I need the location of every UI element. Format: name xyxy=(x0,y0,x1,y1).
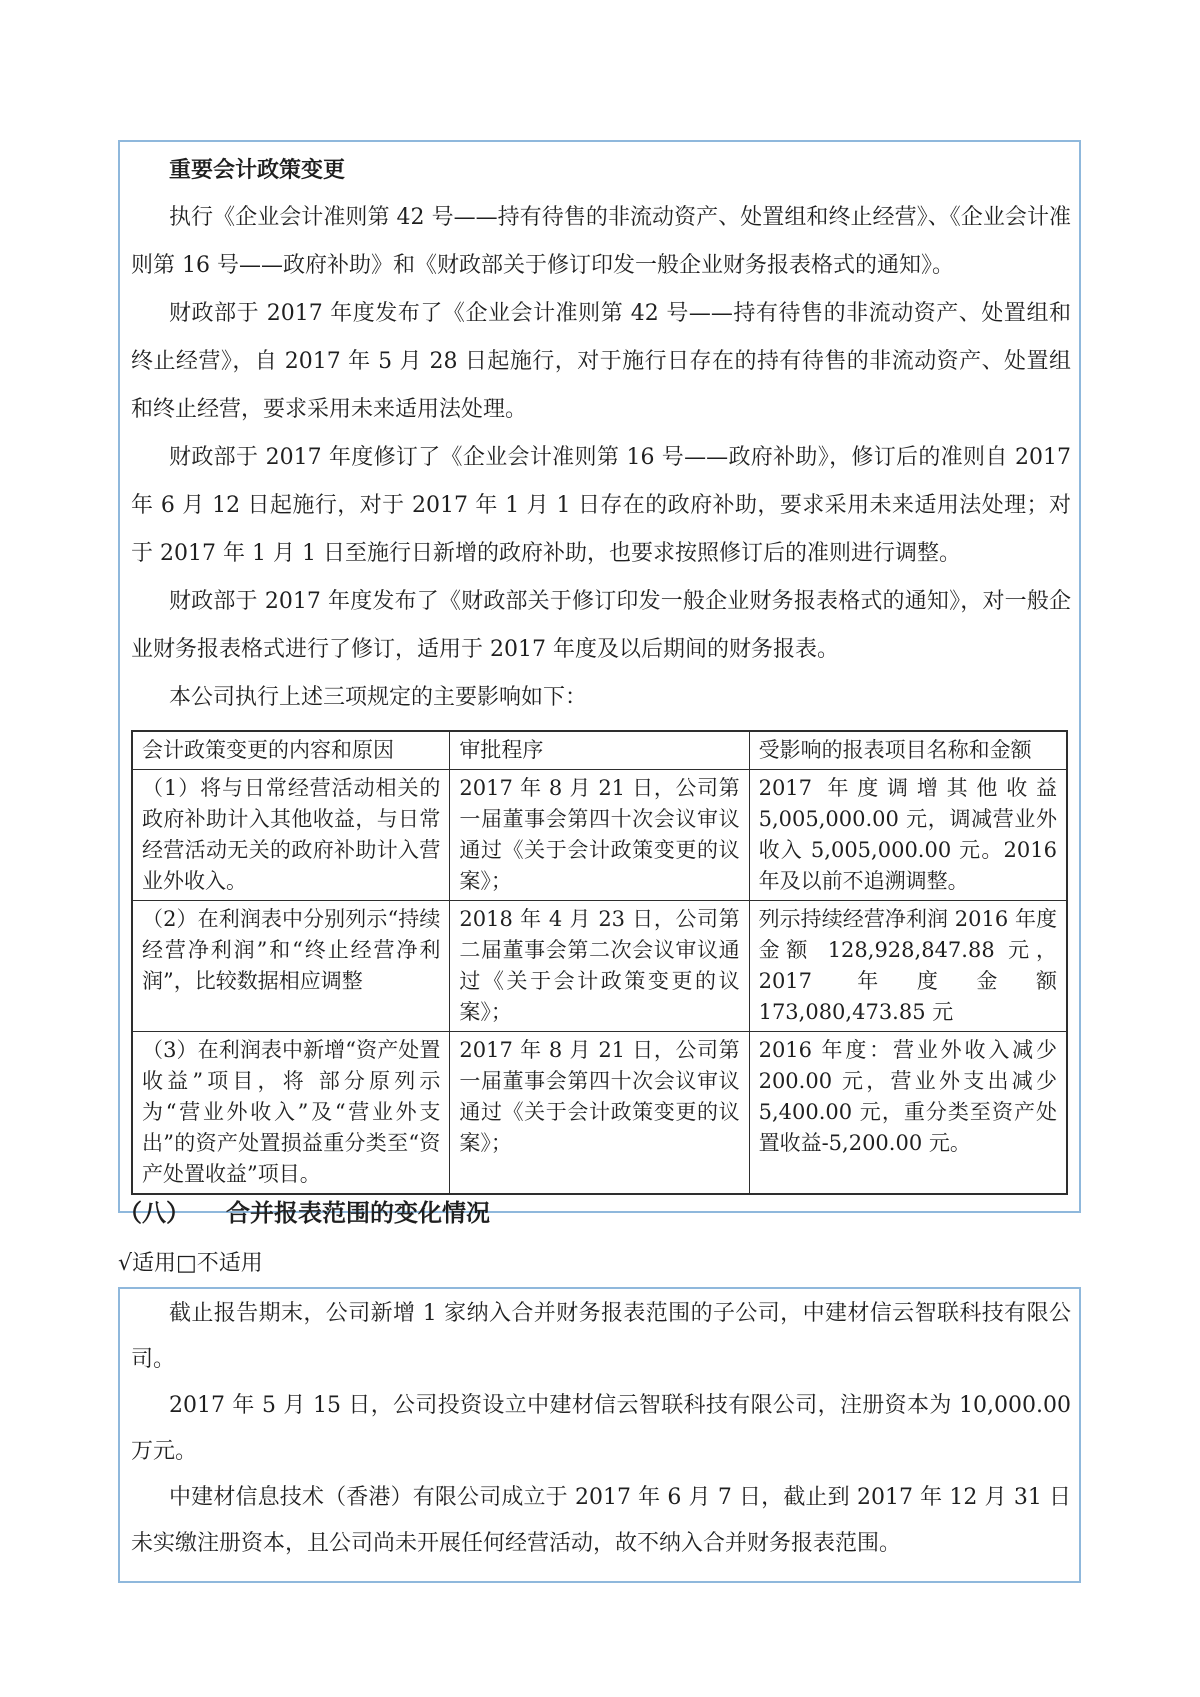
table-cell: 2016 年度：营业外收入减少 200.00 元，营业外支出减少 5,400.00 元，重分类至资产处置收益-5,200.00 元。 xyxy=(749,1032,1067,1195)
accounting-policy-box xyxy=(118,140,1081,1213)
scope-paragraph: 中建材信息技术（香港）有限公司成立于 2017 年 6 月 7 日，截止到 2017 年 12 月 31 日未实缴注册资本，且公司尚未开展任何经营活动，故不纳入合并财务报表范围。 xyxy=(131,1485,1071,1556)
table-header-content-reason: 会计政策变更的内容和原因 xyxy=(132,731,450,770)
policy-impact-lead-in: 本公司执行上述三项规定的主要影响如下： xyxy=(169,685,588,710)
table-cell: （1）将与日常经营活动相关的政府补助计入其他收益，与日常经营活动无关的政府补助计入营业外收入。 xyxy=(132,770,450,901)
scope-paragraph: 2017 年 5 月 15 日，公司投资设立中建材信云智联科技有限公司，注册资本为 10,000.00 万元。 xyxy=(131,1393,1071,1464)
table-row xyxy=(132,1032,1067,1195)
table-header-row xyxy=(132,731,1067,770)
policy-paragraph: 执行《企业会计准则第 42 号——持有待售的非流动资产、处置组和终止经营》、《企业会计准则第 16 号——政府补助》和《财政部关于修订印发一般企业财务报表格式的通知》。 xyxy=(131,205,1071,278)
policy-change-table xyxy=(131,730,1068,1195)
table-header-approval-procedure: 审批程序 xyxy=(450,731,749,770)
table-row xyxy=(132,901,1067,1032)
table-cell: （3）在利润表中新增“资产处置收益”项目，将 部分原列示为“营业外收入”及“营业外支出”的资产处置损益重分类至“资产处置收益”项目。 xyxy=(132,1032,450,1195)
section-heading xyxy=(118,1198,490,1228)
policy-box-title: 重要会计政策变更 xyxy=(169,157,346,183)
scope-paragraph: 截止报告期末，公司新增 1 家纳入合并财务报表范围的子公司，中建材信云智联科技有限公司。 xyxy=(131,1301,1071,1372)
section-title: 合并报表范围的变化情况 xyxy=(226,1199,490,1227)
section-number: （八） xyxy=(118,1199,190,1227)
table-cell: 2018 年 4 月 23 日，公司第二届董事会第二次会议审议通过《关于会计政策变更的议案》； xyxy=(450,901,749,1032)
table-cell: 2017 年度调增其他收益 5,005,000.00 元，调减营业外收入 5,005,000.00 元。2016 年及以前不追溯调整。 xyxy=(749,770,1067,901)
consolidation-scope-box xyxy=(118,1287,1081,1583)
policy-paragraph: 财政部于 2017 年度修订了《企业会计准则第 16 号——政府补助》，修订后的准则自 2017 年 6 月 12 日起施行，对于 2017 年 1 月 1 日存在的政府补助，要求采用未来适用法处理；对于 2017 年 1 月 1 日至施行日新增的政府补助，也要求按照修订后的准则进行调整。 xyxy=(131,445,1071,566)
table-header-affected-items: 受影响的报表项目名称和金额 xyxy=(749,731,1067,770)
policy-paragraph: 财政部于 2017 年度发布了《财政部关于修订印发一般企业财务报表格式的通知》，对一般企业财务报表格式进行了修订，适用于 2017 年度及以后期间的财务报表。 xyxy=(131,589,1071,662)
table-cell: 列示持续经营净利润 2016 年度金额 128,928,847.88 元，2017 年度金额 173,080,473.85 元 xyxy=(749,901,1067,1032)
table-cell: 2017 年 8 月 21 日，公司第一届董事会第四十次会议审议通过《关于会计政策变更的议案》； xyxy=(450,1032,749,1195)
applicability-line: √适用□不适用 xyxy=(118,1251,263,1276)
table-cell: （2）在利润表中分别列示“持续经营净利润”和“终止经营净利润”，比较数据相应调整 xyxy=(132,901,450,1032)
policy-paragraph: 财政部于 2017 年度发布了《企业会计准则第 42 号——持有待售的非流动资产、处置组和终止经营》，自 2017 年 5 月 28 日起施行，对于施行日存在的持有待售的非流动资产、处置组和终止经营，要求采用未来适用法处理。 xyxy=(131,301,1071,422)
table-row xyxy=(132,770,1067,901)
table-cell: 2017 年 8 月 21 日，公司第一届董事会第四十次会议审议通过《关于会计政策变更的议案》； xyxy=(450,770,749,901)
